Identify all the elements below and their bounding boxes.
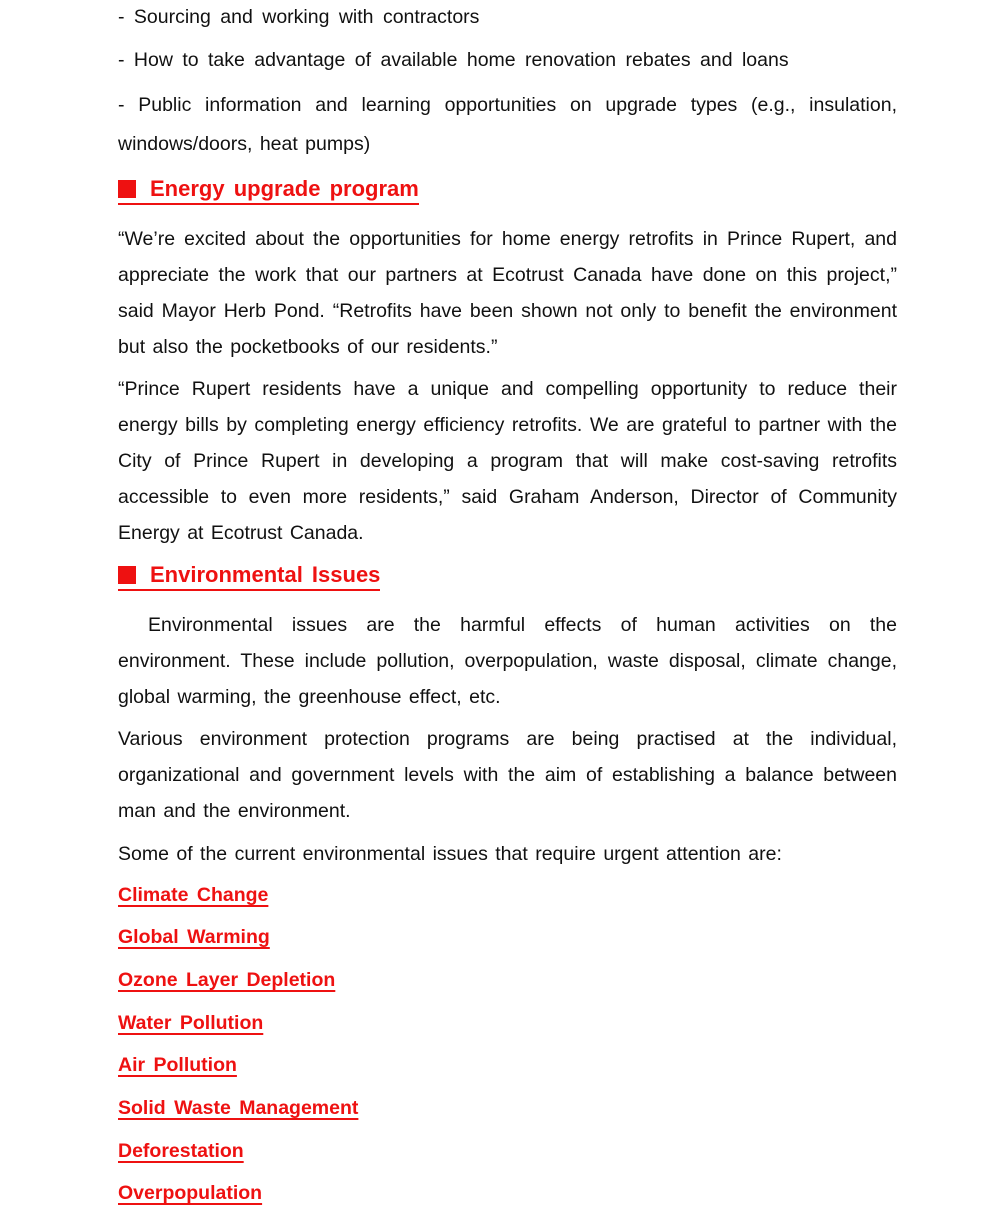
env-urgent-paragraph: Some of the current environmental issues that require urgent attention are: [118,843,782,865]
env-intro-paragraph: Environmental issues are the harmful effects of human activities on the environment. These include pollution, overpopulation, waste disposal, climate change, global warming, the greenhouse effect, etc. [118,614,897,708]
section-heading-energy-upgrade [118,176,419,205]
section-environmental-issues [118,562,897,591]
bullet-contractors: - Sourcing and working with contractors [118,6,480,28]
bullet-public-info: - Public information and learning opportunities on upgrade types (e.g., insulation, windows/doors, heat pumps) [118,94,897,155]
section-energy-upgrade [118,176,897,205]
issue-link-solid-waste-management[interactable]: Solid Waste Management [118,1097,359,1119]
issue-link-deforestation[interactable]: Deforestation [118,1140,244,1162]
issue-link-water-pollution[interactable]: Water Pollution [118,1012,264,1034]
square-bullet-icon [118,180,136,198]
heading-text: Energy upgrade program [150,176,419,201]
square-bullet-icon [118,566,136,584]
section-heading-environmental-issues [118,562,380,591]
heading-text: Environmental Issues [150,562,381,587]
issue-link-climate-change[interactable]: Climate Change [118,884,269,906]
issue-link-overpopulation[interactable]: Overpopulation [118,1182,263,1204]
quote-mayor: “We’re excited about the opportunities for home energy retrofits in Prince Rupert, and appreciate the work that our partners at Ecotrust Canada have done on this project,” said Mayor Herb Pond. “Retrofits have been shown not only to benefit the environment but also the pocketbooks of our residents.” [118,228,897,358]
issue-link-global-warming[interactable]: Global Warming [118,926,270,948]
bullet-rebates: - How to take advantage of available home renovation rebates and loans [118,49,789,71]
issue-link-air-pollution[interactable]: Air Pollution [118,1054,237,1076]
quote-ecotrust: “Prince Rupert residents have a unique and compelling opportunity to reduce their energy bills by completing energy efficiency retrofits. We are grateful to partner with the City of Prince Rupert in developing a program that will make cost-saving retrofits accessible to even more residents,” said Graham Anderson, Director of Community Energy at Ecotrust Canada. [118,378,897,544]
issue-link-ozone-layer-depletion[interactable]: Ozone Layer Depletion [118,969,336,991]
env-protection-paragraph: Various environment protection programs are being practised at the individual, organizational and government levels with the aim of establishing a balance between man and the environment. [118,728,897,822]
